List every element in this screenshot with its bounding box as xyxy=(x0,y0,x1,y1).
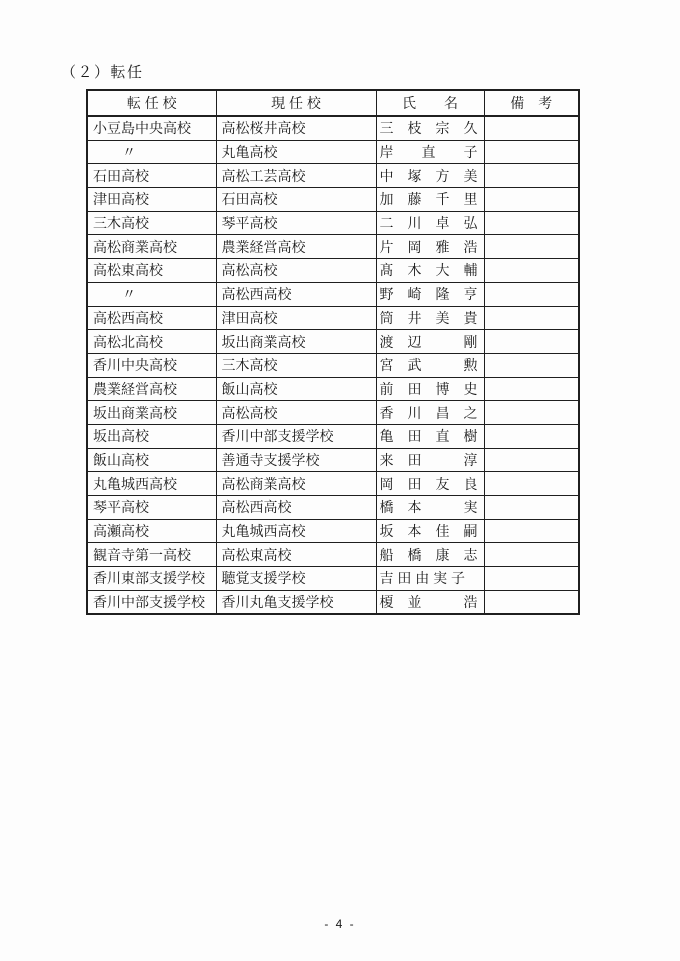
name-cell: 片 岡 雅 浩 xyxy=(376,235,484,259)
transfer-school-cell: 高松西高校 xyxy=(87,306,216,330)
current-school-cell: 琴平高校 xyxy=(216,211,376,235)
name-cell: 髙 木 大 輔 xyxy=(376,259,484,283)
name-cell: 坂 本 佳 嗣 xyxy=(376,519,484,543)
current-school-cell: 高松高校 xyxy=(216,259,376,283)
col-header-transfer-school: 転 任 校 xyxy=(87,90,216,116)
table-row xyxy=(87,377,579,401)
transfer-school-cell: 〃 xyxy=(87,140,216,164)
table-row xyxy=(87,590,579,614)
table-row xyxy=(87,306,579,330)
current-school-cell: 高松桜井高校 xyxy=(216,116,376,140)
table-row xyxy=(87,188,579,212)
remarks-cell xyxy=(484,116,579,140)
page-number: - 4 - xyxy=(324,917,356,931)
name-cell: 岡 田 友 良 xyxy=(376,472,484,496)
name-cell: 宮 武 勲 xyxy=(376,353,484,377)
current-school-cell: 石田高校 xyxy=(216,188,376,212)
current-school-cell: 香川丸亀支援学校 xyxy=(216,590,376,614)
col-header-remarks: 備 考 xyxy=(484,90,579,116)
current-school-cell: 津田高校 xyxy=(216,306,376,330)
remarks-cell xyxy=(484,448,579,472)
table-row xyxy=(87,282,579,306)
remarks-cell xyxy=(484,590,579,614)
transfer-school-cell: 香川中央高校 xyxy=(87,353,216,377)
remarks-cell xyxy=(484,235,579,259)
remarks-cell xyxy=(484,211,579,235)
transfer-school-cell: 三木高校 xyxy=(87,211,216,235)
name-cell: 加 藤 千 里 xyxy=(376,188,484,212)
current-school-cell: 高松高校 xyxy=(216,401,376,425)
col-header-name: 氏 名 xyxy=(376,90,484,116)
name-cell: 渡 辺 剛 xyxy=(376,330,484,354)
name-cell: 二 川 卓 弘 xyxy=(376,211,484,235)
table-row xyxy=(87,140,579,164)
transfer-school-cell: 香川東部支援学校 xyxy=(87,567,216,591)
transfer-school-cell: 小豆島中央高校 xyxy=(87,116,216,140)
table-row xyxy=(87,211,579,235)
transfer-school-cell: 坂出高校 xyxy=(87,424,216,448)
remarks-cell xyxy=(484,259,579,283)
remarks-cell xyxy=(484,140,579,164)
name-cell: 来 田 淳 xyxy=(376,448,484,472)
table-header xyxy=(87,90,579,116)
table-row xyxy=(87,424,579,448)
table-row xyxy=(87,496,579,520)
name-cell: 中 塚 方 美 xyxy=(376,164,484,188)
transfer-school-cell: 農業経営高校 xyxy=(87,377,216,401)
table-row xyxy=(87,519,579,543)
current-school-cell: 高松西高校 xyxy=(216,496,376,520)
current-school-cell: 三木高校 xyxy=(216,353,376,377)
remarks-cell xyxy=(484,164,579,188)
col-header-current-school: 現 任 校 xyxy=(216,90,376,116)
table-row xyxy=(87,330,579,354)
table-row xyxy=(87,353,579,377)
transfer-school-cell: 丸亀城西高校 xyxy=(87,472,216,496)
transfer-school-cell: 高瀬高校 xyxy=(87,519,216,543)
remarks-cell xyxy=(484,519,579,543)
current-school-cell: 丸亀城西高校 xyxy=(216,519,376,543)
remarks-cell xyxy=(484,353,579,377)
remarks-cell xyxy=(484,496,579,520)
current-school-cell: 高松西高校 xyxy=(216,282,376,306)
transfer-school-cell: 高松北高校 xyxy=(87,330,216,354)
name-cell: 亀 田 直 樹 xyxy=(376,424,484,448)
table-row xyxy=(87,448,579,472)
table-row xyxy=(87,116,579,140)
table-body xyxy=(87,116,579,614)
table-row xyxy=(87,164,579,188)
transfer-table xyxy=(86,89,580,615)
table-row xyxy=(87,259,579,283)
name-cell: 榎 並 浩 xyxy=(376,590,484,614)
transfer-school-cell: 観音寺第一高校 xyxy=(87,543,216,567)
remarks-cell xyxy=(484,188,579,212)
table-row xyxy=(87,235,579,259)
current-school-cell: 農業経営高校 xyxy=(216,235,376,259)
transfer-school-cell: 琴平高校 xyxy=(87,496,216,520)
table-row xyxy=(87,472,579,496)
current-school-cell: 聴覚支援学校 xyxy=(216,567,376,591)
current-school-cell: 丸亀高校 xyxy=(216,140,376,164)
name-cell: 岸 直 子 xyxy=(376,140,484,164)
table-row xyxy=(87,401,579,425)
current-school-cell: 坂出商業高校 xyxy=(216,330,376,354)
remarks-cell xyxy=(484,424,579,448)
name-cell: 吉 田 由 実 子 xyxy=(376,567,484,591)
current-school-cell: 高松商業高校 xyxy=(216,472,376,496)
section-title: （２）転任 xyxy=(61,64,144,81)
remarks-cell xyxy=(484,306,579,330)
current-school-cell: 高松工芸高校 xyxy=(216,164,376,188)
transfer-school-cell: 津田高校 xyxy=(87,188,216,212)
name-cell: 野 崎 隆 亨 xyxy=(376,282,484,306)
current-school-cell: 飯山高校 xyxy=(216,377,376,401)
name-cell: 香 川 昌 之 xyxy=(376,401,484,425)
name-cell: 前 田 博 史 xyxy=(376,377,484,401)
remarks-cell xyxy=(484,567,579,591)
table-row xyxy=(87,543,579,567)
remarks-cell xyxy=(484,377,579,401)
transfer-school-cell: 坂出商業高校 xyxy=(87,401,216,425)
name-cell: 筒 井 美 貴 xyxy=(376,306,484,330)
remarks-cell xyxy=(484,330,579,354)
name-cell: 橋 本 実 xyxy=(376,496,484,520)
transfer-school-cell: 高松東高校 xyxy=(87,259,216,283)
table-row xyxy=(87,567,579,591)
remarks-cell xyxy=(484,472,579,496)
name-cell: 三 枝 宗 久 xyxy=(376,116,484,140)
current-school-cell: 香川中部支援学校 xyxy=(216,424,376,448)
name-cell: 船 橋 康 志 xyxy=(376,543,484,567)
remarks-cell xyxy=(484,282,579,306)
transfer-school-cell: 石田高校 xyxy=(87,164,216,188)
remarks-cell xyxy=(484,401,579,425)
transfer-school-cell: 香川中部支援学校 xyxy=(87,590,216,614)
header-row xyxy=(87,90,579,116)
current-school-cell: 高松東高校 xyxy=(216,543,376,567)
transfer-school-cell: 高松商業高校 xyxy=(87,235,216,259)
transfer-school-cell: 〃 xyxy=(87,282,216,306)
remarks-cell xyxy=(484,543,579,567)
transfer-school-cell: 飯山高校 xyxy=(87,448,216,472)
current-school-cell: 善通寺支援学校 xyxy=(216,448,376,472)
